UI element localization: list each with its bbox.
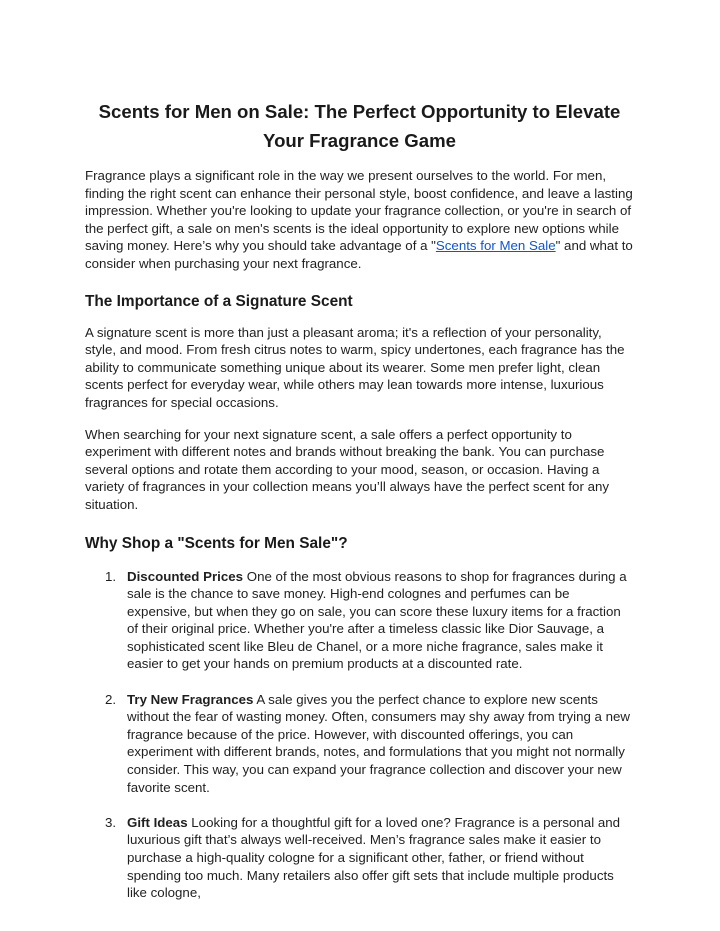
list-item-text: One of the most obvious reasons to shop for fragrances during a sale is the chance to save money. High-end colognes and perfumes can be expensive, but when they go on sale, you can score these luxury items for a fraction of their original price. Whether you're after a timeless classic like Dior Sauvage, a sophisticated scent like Bleu de Chanel, or a more niche fragrance, sales make it easier to get your hands on premium products at a discounted rate. bbox=[127, 568, 627, 672]
document-title: Scents for Men on Sale: The Perfect Opportunity to Elevate Your Fragrance Game bbox=[98, 101, 621, 151]
signature-scent-paragraph-2: When searching for your next signature scent, a sale offers a perfect opportunity to experiment with different notes and brands without breaking the bank. You can purchase several options and rotate them according to your mood, season, or occasion. Having a variety of fragrances in your collection means you’ll always have the perfect scent for any situation. bbox=[85, 426, 610, 512]
list-item-number: 1. bbox=[105, 568, 117, 584]
signature-scent-paragraph-1: A signature scent is more than just a pleasant aroma; it's a reflection of your personality, style, and mood. From fresh citrus notes to warm, spicy undertones, each fragrance has the ability to communicate something unique about its wearer. Some men prefer light, clean scents perfect for everyday wear, while others may lean towards more intense, luxurious fragrances for special occasions. bbox=[85, 324, 625, 410]
list-item-title: Discounted Prices bbox=[127, 568, 244, 584]
scents-for-men-sale-link[interactable]: Scents for Men Sale bbox=[435, 238, 556, 254]
section-heading-why-shop: Why Shop a "Scents for Men Sale"? bbox=[85, 534, 348, 552]
list-item bbox=[85, 691, 634, 797]
section-heading-signature-scent: The Importance of a Signature Scent bbox=[85, 292, 353, 310]
list-item-number: 2. bbox=[105, 691, 117, 707]
list-item-number: 3. bbox=[105, 814, 117, 830]
list-item-title: Gift Ideas bbox=[127, 814, 188, 830]
list-item-text: Looking for a thoughtful gift for a loved one? Fragrance is a personal and luxurious gift that’s always well-received. Men’s fragrance sales make it easier to purchase a high-quality cologne for a significant other, father, or friend without spending too much. Many retailers also offer gift sets that include multiple products like cologne, bbox=[127, 814, 621, 901]
intro-text-before-link: Fragrance plays a significant role in the way we present ourselves to the world. For men, finding the right scent can enhance their personal style, boost confidence, and leave a lasting impression. Whether you're looking to update your fragrance collection, or you're in search of the perfect gift, a sale on men's scents is the ideal opportunity to explore new options while saving money. Here’s why you should take advantage of a " bbox=[85, 168, 633, 254]
list-item bbox=[85, 814, 634, 902]
intro-text-after-link: " and what to consider when purchasing your next fragrance. bbox=[85, 238, 633, 271]
list-item bbox=[85, 568, 634, 674]
list-item-title: Try New Fragrances bbox=[127, 691, 254, 707]
list-item-text: A sale gives you the perfect chance to explore new scents without the fear of wasting money. Often, consumers may shy away from trying a new fragrance because of the price. However, with discounted offerings, you can experiment with different brands, notes, and formulations that you might not normally consider. This way, you can expand your fragrance collection and discover your new favorite scent. bbox=[127, 691, 631, 795]
reasons-list bbox=[85, 568, 634, 902]
intro-paragraph bbox=[85, 167, 634, 273]
